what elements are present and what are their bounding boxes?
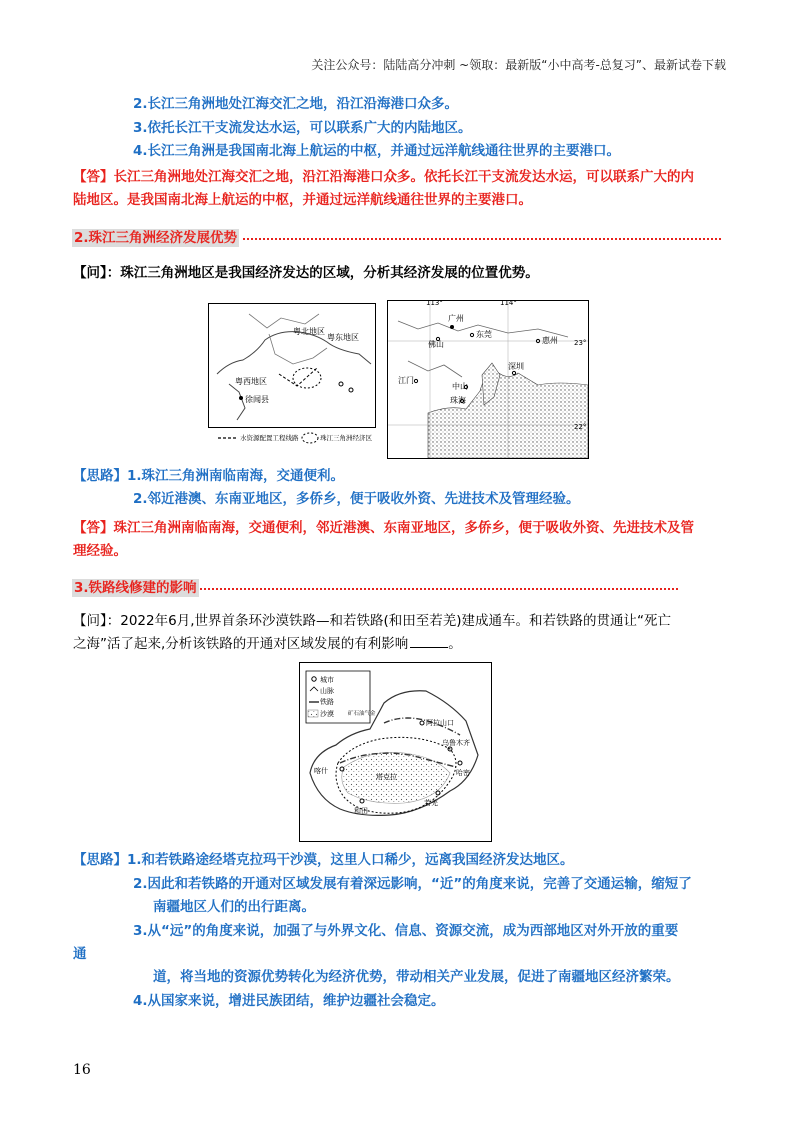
- label-foshan: 佛山: [428, 340, 444, 349]
- label-urumqi: 乌鲁木齐: [442, 739, 470, 747]
- section3-thinking-3-cont: 道，将当地的资源优势转化为经济优势，带动相关产业发展，促进了南疆地区经济繁荣。: [153, 969, 680, 985]
- label-kashgar: 喀什: [314, 767, 328, 775]
- label-lat-23: 23°: [574, 339, 587, 347]
- section3-question-line2: 之海”活了起来,分析该铁路的开通对区域发展的有利影响 。: [73, 636, 462, 652]
- label-zhuhai: 珠海: [450, 396, 466, 405]
- legend-city: 城市: [320, 676, 334, 684]
- section3-question-line1: 【问】：2022年6月,世界首条环沙漠铁路—和若铁路(和田至若羌)建成通车。和若铁路的贯通让“死亡: [73, 613, 672, 629]
- label-xuwen: 徐闻县: [245, 395, 269, 404]
- label-hami: 哈密: [456, 769, 470, 777]
- label-jiangmen: 江门: [398, 376, 414, 385]
- legend-desert: 沙漠: [320, 710, 334, 718]
- section3-thinking-4: 4.从国家来说，增进民族团结，维护边疆社会稳定。: [133, 993, 445, 1009]
- legend-minerals: 矿石油气金: [348, 711, 376, 717]
- section3-thinking-3-wrap: 通: [73, 946, 87, 962]
- legend-mountain: 山脉: [320, 687, 334, 695]
- label-ruoqiang: 若羌: [424, 799, 438, 807]
- label-yuedong: 粤东地区: [327, 333, 359, 342]
- label-dongguan: 东莞: [476, 330, 492, 339]
- section3-divider: [200, 588, 678, 590]
- label-taklamakan: 塔克拉: [376, 773, 397, 781]
- section2-thinking-2: 2.邻近港澳、东南亚地区，多侨乡，便于吸收外资、先进技术及管理经验。: [133, 491, 580, 507]
- label-yuebei: 粤北地区: [293, 327, 325, 336]
- section1-point-3: 3.依托长江干支流发达水运，可以联系广大的内陆地区。: [133, 120, 472, 136]
- section2-title: 2.珠江三角洲经济发展优势: [74, 230, 238, 246]
- header-note: 关注公众号：陆陆高分冲刺 ~领取：最新版“小中高考-总复习”、最新试卷下载: [311, 58, 726, 72]
- label-huizhou: 惠州: [542, 336, 558, 345]
- label-shenzhen: 深圳: [508, 362, 524, 371]
- section2-answer-line1: 【答】珠江三角洲南临南海，交通便利，邻近港澳、东南亚地区，多侨乡，便于吸收外资、先进技术及管: [73, 520, 694, 536]
- label-lat-22: 22°: [574, 423, 587, 431]
- label-hotan: 和田: [354, 807, 368, 815]
- legend-prd-zone: 珠江三角洲经济区: [320, 434, 372, 442]
- section2-question: 【问】：珠江三角洲地区是我国经济发达的区域，分析其经济发展的位置优势。: [73, 265, 539, 281]
- legend-railway: 铁路: [320, 698, 334, 706]
- label-alashankou: 阿拉山口: [426, 719, 454, 727]
- guangdong-legend: [216, 430, 376, 454]
- section3-thinking-3: 3.从“远”的角度来说，加强了与外界文化、信息、资源交流，成为西部地区对外开放的重要: [133, 923, 679, 939]
- guangdong-map: [208, 303, 376, 428]
- section1-point-2: 2.长江三角洲地处江海交汇之地，沿江沿海港口众多。: [133, 96, 459, 112]
- section3-thinking-1: 【思路】1.和若铁路途经塔克拉玛干沙漠，这里人口稀少，远离我国经济发达地区。: [73, 852, 574, 868]
- label-yuexi: 粤西地区: [235, 377, 267, 386]
- section1-answer-line2: 陆地区。是我国南北海上航运的中枢，并通过远洋航线通往世界的主要港口。: [73, 192, 532, 208]
- label-lon-113: 113°: [426, 301, 443, 307]
- label-lon-114: 114°: [500, 301, 517, 307]
- section3-title: 3.铁路线修建的影响: [74, 580, 197, 596]
- section2-thinking-1: 【思路】1.珠江三角洲南临南海，交通便利。: [73, 468, 345, 484]
- section1-point-4: 4.长江三角洲是我国南北海上航运的中枢，并通过远洋航线通往世界的主要港口。: [133, 143, 621, 159]
- xinjiang-map: [299, 662, 492, 842]
- legend-water-line: 水资源配置工程线路: [240, 434, 299, 442]
- section1-answer-line1: 【答】长江三角洲地处江海交汇之地，沿江沿海港口众多。依托长江干支流发达水运，可以联系广大的内: [73, 169, 694, 185]
- page-number: 16: [73, 1062, 91, 1078]
- label-zhongshan: 中山: [452, 382, 468, 391]
- section2-divider: [243, 238, 721, 240]
- section3-thinking-2-cont: 南疆地区人们的出行距离。: [153, 899, 315, 915]
- section3-thinking-2: 2.因此和若铁路的开通对区域发展有着深远影响，“近”的角度来说，完善了交通运输，缩短了: [133, 876, 692, 892]
- prd-map: [387, 300, 589, 459]
- section2-answer-line2: 理经验。: [73, 543, 127, 559]
- label-guangzhou: 广州: [448, 314, 464, 323]
